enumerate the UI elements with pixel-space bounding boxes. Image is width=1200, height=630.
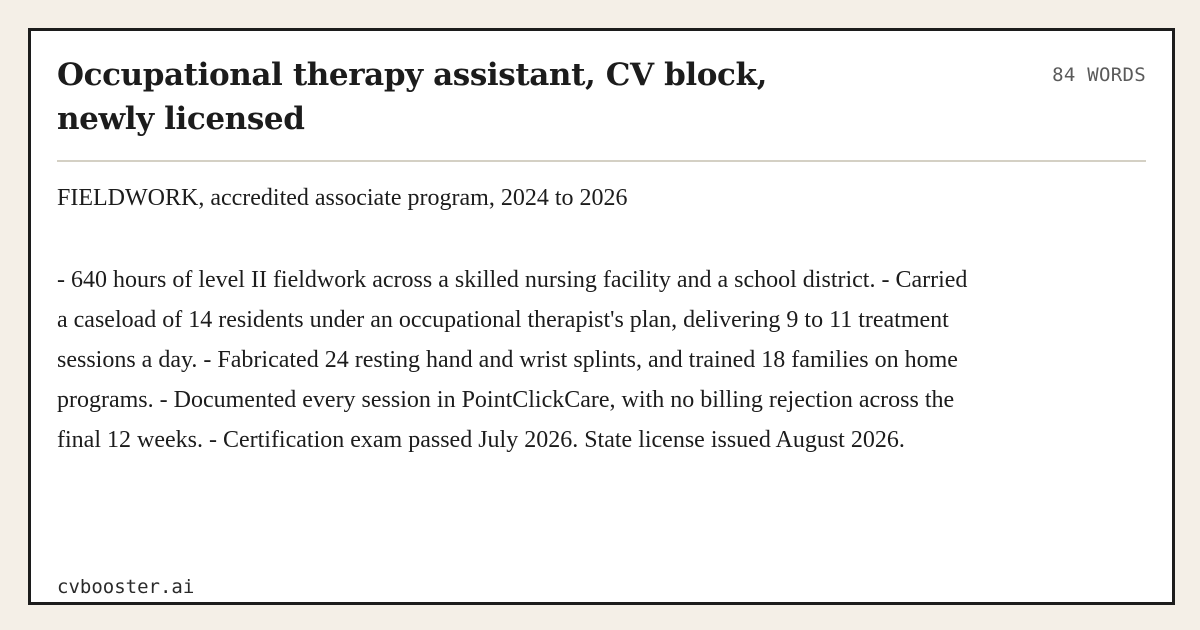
cv-body-text: - 640 hours of level II fieldwork across a skilled nursing facility and a school district. - Carried a caseload of 14 residents under an occupational therapist's plan, delivering 9 to 11 treatment sessions a day. - Fabricated 24 resting hand and wrist splints, and trained 18 families on home programs. - Documented every session in PointClickCare, with no billing rejection across the final 12 weeks. - Certification exam passed July 2026. State license issued August 2026.	[57, 267, 968, 453]
card-title: Occupational therapy assistant, CV block, newly licensed	[57, 57, 767, 137]
divider	[57, 160, 1146, 162]
footer-brand: cvbooster.ai	[57, 576, 195, 598]
word-count-badge: 84 WORDS	[1052, 64, 1146, 86]
section-heading: FIELDWORK, accredited associate program, 2024 to 2026	[57, 185, 628, 211]
cv-block-card	[28, 28, 1175, 605]
